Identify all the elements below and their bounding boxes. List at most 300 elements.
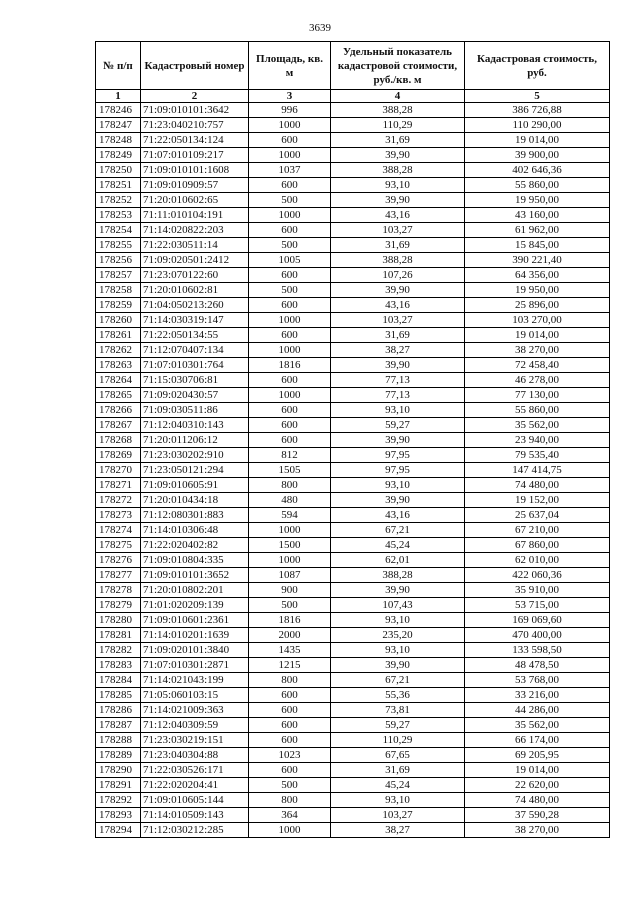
- table-row: [96, 598, 610, 613]
- area-cell: 800: [249, 673, 331, 688]
- specific-rate-cell: 38,27: [331, 343, 465, 358]
- cadastral-value-cell: 23 940,00: [465, 433, 610, 448]
- cadastral-value-cell: 64 356,00: [465, 268, 610, 283]
- table-row: [96, 343, 610, 358]
- cadastral-value-cell: 33 216,00: [465, 688, 610, 703]
- cadastral-number-cell: 71:22:050134:55: [141, 328, 249, 343]
- specific-rate-cell: 93,10: [331, 643, 465, 658]
- specific-rate-cell: 93,10: [331, 613, 465, 628]
- table-row: [96, 373, 610, 388]
- cadastral-number-cell: 71:22:020402:82: [141, 538, 249, 553]
- row-number-cell: 178277: [96, 568, 141, 583]
- specific-rate-cell: 38,27: [331, 823, 465, 838]
- cadastral-value-cell: 147 414,75: [465, 463, 610, 478]
- row-number-cell: 178281: [96, 628, 141, 643]
- cadastral-value-cell: 103 270,00: [465, 313, 610, 328]
- column-number: 2: [141, 90, 249, 103]
- cadastral-number-cell: 71:23:040210:757: [141, 118, 249, 133]
- row-number-cell: 178282: [96, 643, 141, 658]
- header-area: Площадь, кв. м: [249, 42, 331, 90]
- area-cell: 1000: [249, 118, 331, 133]
- row-number-cell: 178270: [96, 463, 141, 478]
- table-row: [96, 628, 610, 643]
- row-number-cell: 178288: [96, 733, 141, 748]
- specific-rate-cell: 388,28: [331, 163, 465, 178]
- cadastral-number-cell: 71:09:020430:57: [141, 388, 249, 403]
- row-number-cell: 178260: [96, 313, 141, 328]
- row-number-cell: 178275: [96, 538, 141, 553]
- specific-rate-cell: 388,28: [331, 103, 465, 118]
- row-number-cell: 178287: [96, 718, 141, 733]
- table-row: [96, 253, 610, 268]
- area-cell: 600: [249, 268, 331, 283]
- row-number-cell: 178247: [96, 118, 141, 133]
- row-number-cell: 178254: [96, 223, 141, 238]
- area-cell: 900: [249, 583, 331, 598]
- row-number-cell: 178284: [96, 673, 141, 688]
- cadastral-number-cell: 71:22:050134:124: [141, 133, 249, 148]
- column-number: 4: [331, 90, 465, 103]
- area-cell: 1000: [249, 823, 331, 838]
- cadastral-number-cell: 71:14:021043:199: [141, 673, 249, 688]
- table-row: [96, 823, 610, 838]
- area-cell: 800: [249, 478, 331, 493]
- area-cell: 1000: [249, 523, 331, 538]
- column-number-row: [96, 90, 610, 103]
- specific-rate-cell: 77,13: [331, 373, 465, 388]
- area-cell: 996: [249, 103, 331, 118]
- cadastral-value-cell: 133 598,50: [465, 643, 610, 658]
- table-row: [96, 133, 610, 148]
- area-cell: 600: [249, 733, 331, 748]
- table-row: [96, 358, 610, 373]
- cadastral-value-cell: 110 290,00: [465, 118, 610, 133]
- cadastral-number-cell: 71:09:020501:2412: [141, 253, 249, 268]
- cadastral-number-cell: 71:14:010306:48: [141, 523, 249, 538]
- cadastral-number-cell: 71:07:010109:217: [141, 148, 249, 163]
- cadastral-value-cell: 35 562,00: [465, 718, 610, 733]
- area-cell: 812: [249, 448, 331, 463]
- area-cell: 600: [249, 718, 331, 733]
- specific-rate-cell: 39,90: [331, 283, 465, 298]
- row-number-cell: 178285: [96, 688, 141, 703]
- area-cell: 600: [249, 703, 331, 718]
- area-cell: 1816: [249, 358, 331, 373]
- specific-rate-cell: 103,27: [331, 223, 465, 238]
- row-number-cell: 178265: [96, 388, 141, 403]
- row-number-cell: 178249: [96, 148, 141, 163]
- specific-rate-cell: 93,10: [331, 478, 465, 493]
- table-row: [96, 433, 610, 448]
- cadastral-value-cell: 62 010,00: [465, 553, 610, 568]
- row-number-cell: 178292: [96, 793, 141, 808]
- specific-rate-cell: 39,90: [331, 433, 465, 448]
- area-cell: 1215: [249, 658, 331, 673]
- specific-rate-cell: 67,21: [331, 673, 465, 688]
- cadastral-value-cell: 22 620,00: [465, 778, 610, 793]
- cadastral-number-cell: 71:09:010605:91: [141, 478, 249, 493]
- header-row: [96, 42, 610, 90]
- row-number-cell: 178271: [96, 478, 141, 493]
- cadastral-number-cell: 71:07:010301:764: [141, 358, 249, 373]
- cadastral-number-cell: 71:23:070122:60: [141, 268, 249, 283]
- cadastral-value-cell: 77 130,00: [465, 388, 610, 403]
- cadastral-value-cell: 74 480,00: [465, 478, 610, 493]
- cadastral-number-cell: 71:09:010605:144: [141, 793, 249, 808]
- cadastral-value-cell: 61 962,00: [465, 223, 610, 238]
- table-row: [96, 553, 610, 568]
- cadastral-number-cell: 71:09:010804:335: [141, 553, 249, 568]
- table-row: [96, 463, 610, 478]
- specific-rate-cell: 59,27: [331, 418, 465, 433]
- row-number-cell: 178259: [96, 298, 141, 313]
- cadastral-number-cell: 71:20:010602:81: [141, 283, 249, 298]
- specific-rate-cell: 39,90: [331, 358, 465, 373]
- cadastral-number-cell: 71:22:030526:171: [141, 763, 249, 778]
- cadastral-value-cell: 67 860,00: [465, 538, 610, 553]
- table-row: [96, 478, 610, 493]
- specific-rate-cell: 93,10: [331, 403, 465, 418]
- cadastral-value-cell: 35 910,00: [465, 583, 610, 598]
- row-number-cell: 178291: [96, 778, 141, 793]
- cadastral-number-cell: 71:22:030511:14: [141, 238, 249, 253]
- table-row: [96, 808, 610, 823]
- cadastral-number-cell: 71:09:010601:2361: [141, 613, 249, 628]
- area-cell: 1505: [249, 463, 331, 478]
- table-row: [96, 193, 610, 208]
- cadastral-number-cell: 71:14:030319:147: [141, 313, 249, 328]
- cadastral-number-cell: 71:20:011206:12: [141, 433, 249, 448]
- header-specific-rate: Удельный показатель кадастровой стоимости, руб./кв. м: [331, 42, 465, 90]
- cadastral-number-cell: 71:05:060103:15: [141, 688, 249, 703]
- area-cell: 500: [249, 238, 331, 253]
- specific-rate-cell: 43,16: [331, 298, 465, 313]
- cadastral-value-cell: 25 637,04: [465, 508, 610, 523]
- area-cell: 1816: [249, 613, 331, 628]
- cadastral-value-cell: 72 458,40: [465, 358, 610, 373]
- table-row: [96, 718, 610, 733]
- cadastral-number-cell: 71:15:030706:81: [141, 373, 249, 388]
- area-cell: 600: [249, 223, 331, 238]
- specific-rate-cell: 39,90: [331, 148, 465, 163]
- row-number-cell: 178273: [96, 508, 141, 523]
- cadastral-value-cell: 69 205,95: [465, 748, 610, 763]
- row-number-cell: 178262: [96, 343, 141, 358]
- area-cell: 600: [249, 433, 331, 448]
- cadastral-value-cell: 37 590,28: [465, 808, 610, 823]
- area-cell: 500: [249, 193, 331, 208]
- area-cell: 1037: [249, 163, 331, 178]
- cadastral-number-cell: 71:12:030212:285: [141, 823, 249, 838]
- specific-rate-cell: 73,81: [331, 703, 465, 718]
- cadastral-value-cell: 402 646,36: [465, 163, 610, 178]
- area-cell: 1005: [249, 253, 331, 268]
- specific-rate-cell: 31,69: [331, 238, 465, 253]
- cadastral-value-cell: 19 152,00: [465, 493, 610, 508]
- area-cell: 600: [249, 298, 331, 313]
- row-number-cell: 178274: [96, 523, 141, 538]
- table-row: [96, 643, 610, 658]
- row-number-cell: 178264: [96, 373, 141, 388]
- area-cell: 480: [249, 493, 331, 508]
- cadastral-value-cell: 470 400,00: [465, 628, 610, 643]
- specific-rate-cell: 39,90: [331, 493, 465, 508]
- cadastral-value-cell: 55 860,00: [465, 178, 610, 193]
- specific-rate-cell: 107,26: [331, 268, 465, 283]
- cadastral-number-cell: 71:12:080301:883: [141, 508, 249, 523]
- table-row: [96, 238, 610, 253]
- table-row: [96, 148, 610, 163]
- table-row: [96, 208, 610, 223]
- table-row: [96, 163, 610, 178]
- area-cell: 600: [249, 418, 331, 433]
- table-row: [96, 583, 610, 598]
- table-row: [96, 778, 610, 793]
- area-cell: 1023: [249, 748, 331, 763]
- cadastral-number-cell: 71:09:010101:3652: [141, 568, 249, 583]
- header-row-number: № п/п: [96, 42, 141, 90]
- row-number-cell: 178257: [96, 268, 141, 283]
- area-cell: 1087: [249, 568, 331, 583]
- area-cell: 500: [249, 598, 331, 613]
- specific-rate-cell: 59,27: [331, 718, 465, 733]
- table-row: [96, 688, 610, 703]
- cadastral-value-cell: 19 014,00: [465, 133, 610, 148]
- specific-rate-cell: 39,90: [331, 658, 465, 673]
- specific-rate-cell: 110,29: [331, 118, 465, 133]
- cadastral-value-cell: 25 896,00: [465, 298, 610, 313]
- table-row: [96, 403, 610, 418]
- row-number-cell: 178290: [96, 763, 141, 778]
- cadastral-value-cell: 169 069,60: [465, 613, 610, 628]
- table-row: [96, 523, 610, 538]
- row-number-cell: 178278: [96, 583, 141, 598]
- area-cell: 364: [249, 808, 331, 823]
- table-row: [96, 493, 610, 508]
- specific-rate-cell: 43,16: [331, 508, 465, 523]
- area-cell: 500: [249, 283, 331, 298]
- row-number-cell: 178283: [96, 658, 141, 673]
- table-row: [96, 703, 610, 718]
- cadastral-number-cell: 71:23:040304:88: [141, 748, 249, 763]
- cadastral-value-cell: 53 715,00: [465, 598, 610, 613]
- column-number: 5: [465, 90, 610, 103]
- row-number-cell: 178255: [96, 238, 141, 253]
- table-row: [96, 658, 610, 673]
- row-number-cell: 178286: [96, 703, 141, 718]
- area-cell: 1435: [249, 643, 331, 658]
- specific-rate-cell: 55,36: [331, 688, 465, 703]
- table-row: [96, 283, 610, 298]
- row-number-cell: 178279: [96, 598, 141, 613]
- area-cell: 600: [249, 133, 331, 148]
- row-number-cell: 178276: [96, 553, 141, 568]
- cadastral-number-cell: 71:20:010434:18: [141, 493, 249, 508]
- area-cell: 594: [249, 508, 331, 523]
- cadastral-value-cell: 79 535,40: [465, 448, 610, 463]
- specific-rate-cell: 235,20: [331, 628, 465, 643]
- row-number-cell: 178294: [96, 823, 141, 838]
- cadastral-value-cell: 15 845,00: [465, 238, 610, 253]
- row-number-cell: 178250: [96, 163, 141, 178]
- cadastral-number-cell: 71:09:010101:1608: [141, 163, 249, 178]
- area-cell: 800: [249, 793, 331, 808]
- header-cadastral-number: Кадастровый номер: [141, 42, 249, 90]
- specific-rate-cell: 93,10: [331, 178, 465, 193]
- area-cell: 1500: [249, 538, 331, 553]
- table-row: [96, 538, 610, 553]
- table-row: [96, 103, 610, 118]
- row-number-cell: 178267: [96, 418, 141, 433]
- table-row: [96, 763, 610, 778]
- specific-rate-cell: 39,90: [331, 193, 465, 208]
- specific-rate-cell: 103,27: [331, 313, 465, 328]
- specific-rate-cell: 39,90: [331, 583, 465, 598]
- cadastral-number-cell: 71:11:010104:191: [141, 208, 249, 223]
- specific-rate-cell: 31,69: [331, 763, 465, 778]
- table-body: [96, 103, 610, 838]
- table-row: [96, 223, 610, 238]
- row-number-cell: 178263: [96, 358, 141, 373]
- specific-rate-cell: 103,27: [331, 808, 465, 823]
- cadastral-value-cell: 67 210,00: [465, 523, 610, 538]
- cadastral-number-cell: 71:14:010201:1639: [141, 628, 249, 643]
- cadastral-value-cell: 53 768,00: [465, 673, 610, 688]
- row-number-cell: 178251: [96, 178, 141, 193]
- specific-rate-cell: 77,13: [331, 388, 465, 403]
- cadastral-number-cell: 71:22:020204:41: [141, 778, 249, 793]
- cadastral-number-cell: 71:12:040310:143: [141, 418, 249, 433]
- table-row: [96, 118, 610, 133]
- row-number-cell: 178246: [96, 103, 141, 118]
- area-cell: 1000: [249, 313, 331, 328]
- specific-rate-cell: 31,69: [331, 133, 465, 148]
- area-cell: 600: [249, 373, 331, 388]
- cadastral-value-cell: 35 562,00: [465, 418, 610, 433]
- specific-rate-cell: 67,65: [331, 748, 465, 763]
- table-row: [96, 748, 610, 763]
- cadastral-table: [95, 41, 610, 838]
- specific-rate-cell: 388,28: [331, 568, 465, 583]
- column-number: 1: [96, 90, 141, 103]
- table-row: [96, 568, 610, 583]
- area-cell: 1000: [249, 148, 331, 163]
- cadastral-number-cell: 71:09:010101:3642: [141, 103, 249, 118]
- row-number-cell: 178269: [96, 448, 141, 463]
- cadastral-value-cell: 38 270,00: [465, 343, 610, 358]
- specific-rate-cell: 110,29: [331, 733, 465, 748]
- specific-rate-cell: 67,21: [331, 523, 465, 538]
- specific-rate-cell: 97,95: [331, 463, 465, 478]
- cadastral-value-cell: 19 950,00: [465, 283, 610, 298]
- cadastral-number-cell: 71:20:010602:65: [141, 193, 249, 208]
- row-number-cell: 178253: [96, 208, 141, 223]
- row-number-cell: 178252: [96, 193, 141, 208]
- table-row: [96, 508, 610, 523]
- cadastral-number-cell: 71:23:050121:294: [141, 463, 249, 478]
- table-row: [96, 448, 610, 463]
- cadastral-number-cell: 71:23:030219:151: [141, 733, 249, 748]
- row-number-cell: 178293: [96, 808, 141, 823]
- specific-rate-cell: 45,24: [331, 538, 465, 553]
- specific-rate-cell: 107,43: [331, 598, 465, 613]
- area-cell: 600: [249, 178, 331, 193]
- cadastral-number-cell: 71:09:020101:3840: [141, 643, 249, 658]
- column-number: 3: [249, 90, 331, 103]
- cadastral-number-cell: 71:14:021009:363: [141, 703, 249, 718]
- area-cell: 600: [249, 763, 331, 778]
- area-cell: 2000: [249, 628, 331, 643]
- table-row: [96, 673, 610, 688]
- page-number: 3639: [309, 22, 331, 34]
- table-row: [96, 613, 610, 628]
- area-cell: 1000: [249, 208, 331, 223]
- area-cell: 1000: [249, 343, 331, 358]
- cadastral-value-cell: 38 270,00: [465, 823, 610, 838]
- table-row: [96, 268, 610, 283]
- row-number-cell: 178266: [96, 403, 141, 418]
- row-number-cell: 178272: [96, 493, 141, 508]
- row-number-cell: 178258: [96, 283, 141, 298]
- cadastral-value-cell: 46 278,00: [465, 373, 610, 388]
- area-cell: 600: [249, 328, 331, 343]
- cadastral-value-cell: 19 014,00: [465, 763, 610, 778]
- area-cell: 500: [249, 778, 331, 793]
- cadastral-value-cell: 19 014,00: [465, 328, 610, 343]
- specific-rate-cell: 31,69: [331, 328, 465, 343]
- cadastral-number-cell: 71:04:050213:260: [141, 298, 249, 313]
- specific-rate-cell: 43,16: [331, 208, 465, 223]
- specific-rate-cell: 93,10: [331, 793, 465, 808]
- header-cadastral-value: Кадастровая стоимость, руб.: [465, 42, 610, 90]
- cadastral-value-cell: 39 900,00: [465, 148, 610, 163]
- cadastral-number-cell: 71:20:010802:201: [141, 583, 249, 598]
- cadastral-number-cell: 71:09:030511:86: [141, 403, 249, 418]
- table-row: [96, 793, 610, 808]
- cadastral-value-cell: 390 221,40: [465, 253, 610, 268]
- area-cell: 1000: [249, 388, 331, 403]
- cadastral-number-cell: 71:14:010509:143: [141, 808, 249, 823]
- cadastral-value-cell: 19 950,00: [465, 193, 610, 208]
- cadastral-number-cell: 71:07:010301:2871: [141, 658, 249, 673]
- cadastral-number-cell: 71:12:040309:59: [141, 718, 249, 733]
- row-number-cell: 178268: [96, 433, 141, 448]
- row-number-cell: 178248: [96, 133, 141, 148]
- table-row: [96, 298, 610, 313]
- cadastral-value-cell: 66 174,00: [465, 733, 610, 748]
- table-row: [96, 418, 610, 433]
- cadastral-number-cell: 71:09:010909:57: [141, 178, 249, 193]
- specific-rate-cell: 45,24: [331, 778, 465, 793]
- table-row: [96, 178, 610, 193]
- cadastral-number-cell: 71:01:020209:139: [141, 598, 249, 613]
- specific-rate-cell: 62,01: [331, 553, 465, 568]
- area-cell: 600: [249, 403, 331, 418]
- cadastral-number-cell: 71:14:020822:203: [141, 223, 249, 238]
- row-number-cell: 178261: [96, 328, 141, 343]
- cadastral-value-cell: 43 160,00: [465, 208, 610, 223]
- row-number-cell: 178280: [96, 613, 141, 628]
- specific-rate-cell: 388,28: [331, 253, 465, 268]
- row-number-cell: 178256: [96, 253, 141, 268]
- area-cell: 600: [249, 688, 331, 703]
- cadastral-number-cell: 71:12:070407:134: [141, 343, 249, 358]
- area-cell: 1000: [249, 553, 331, 568]
- row-number-cell: 178289: [96, 748, 141, 763]
- cadastral-value-cell: 74 480,00: [465, 793, 610, 808]
- cadastral-value-cell: 55 860,00: [465, 403, 610, 418]
- cadastral-value-cell: 48 478,50: [465, 658, 610, 673]
